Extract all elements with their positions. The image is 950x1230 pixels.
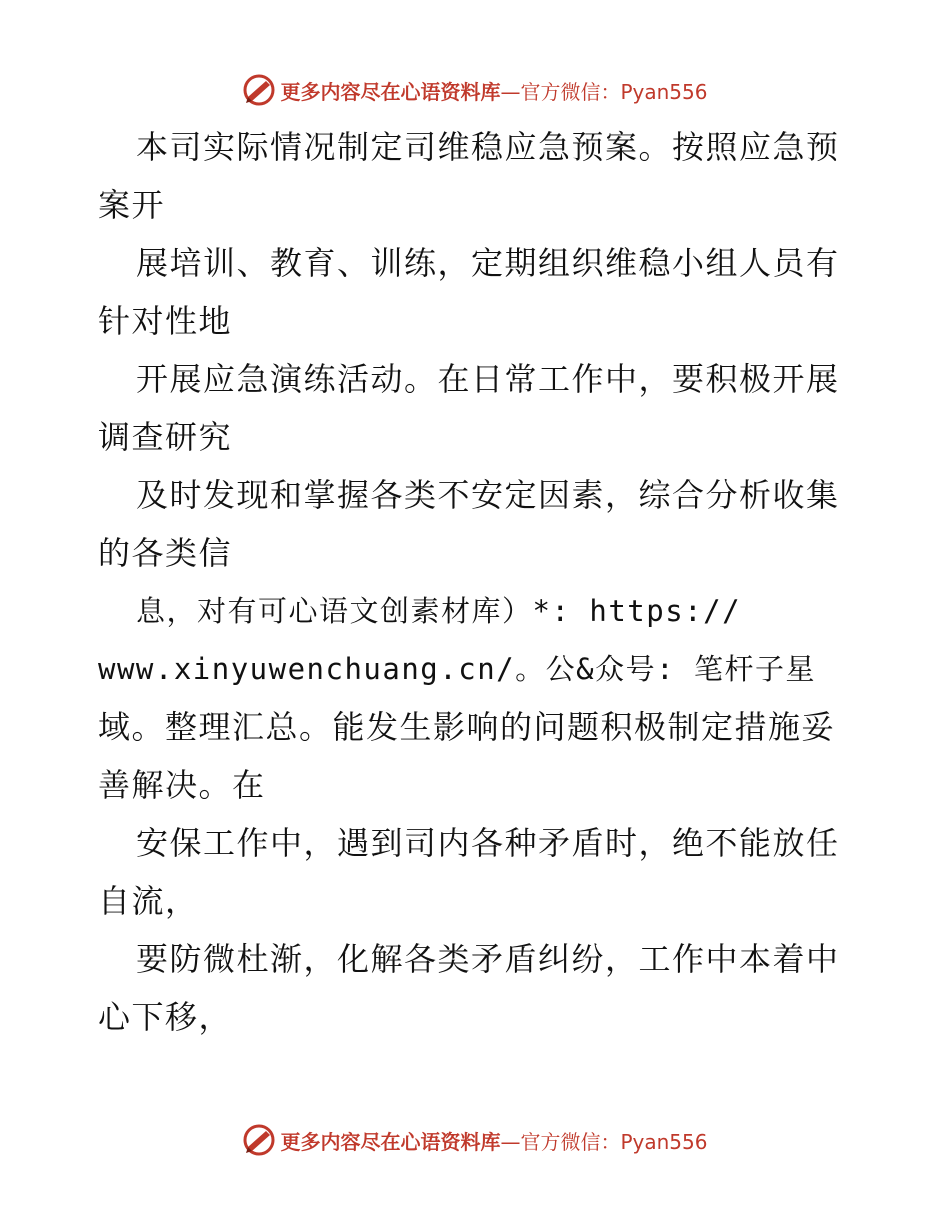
para-4-line-2: 的各类信 [98, 534, 233, 572]
para-4-line-1: 及时发现和掌握各类不安定因素，综合分析收集 [136, 476, 840, 514]
watermark-tail-text: —官方微信：Pyan556 [500, 79, 708, 104]
para-5-line-1: 息，对有可心语文创素材库）*: https:// [136, 594, 742, 628]
para-1-line-2: 案开 [98, 186, 166, 224]
para-7-line-1: 要防微杜渐，化解各类矛盾纠纷，工作中本着中 [136, 940, 840, 978]
para-1-line-1: 本司实际情况制定司维稳应急预案。按照应急预 [136, 128, 840, 166]
watermark-main-text: 更多内容尽在心语资料库 [280, 1129, 501, 1154]
pen-logo-icon [242, 1123, 276, 1157]
watermark-main-text: 更多内容尽在心语资料库 [280, 79, 501, 104]
pen-logo-icon [242, 73, 276, 107]
para-5-line-2: www.xinyuwenchuang.cn/。公&众号: 笔杆子星 [98, 652, 816, 686]
para-3-line-1: 开展应急演练活动。在日常工作中，要积极开展 [136, 360, 840, 398]
para-6-line-2: 自流， [98, 882, 199, 920]
para-5-line-3: 域。整理汇总。能发生影响的问题积极制定措施妥 [98, 708, 836, 746]
para-2-line-2: 针对性地 [98, 302, 233, 340]
footer-watermark [0, 1120, 950, 1160]
para-6-line-1: 安保工作中，遇到司内各种矛盾时，绝不能放任 [136, 824, 840, 862]
para-7-line-2: 心下移， [98, 998, 233, 1036]
para-5-line-4: 善解决。在 [98, 766, 266, 804]
header-watermark [0, 70, 950, 110]
para-3-line-2: 调查研究 [98, 418, 233, 456]
document-body [98, 118, 858, 1046]
watermark-tail-text: —官方微信：Pyan556 [500, 1129, 708, 1154]
para-2-line-1: 展培训、教育、训练，定期组织维稳小组人员有 [136, 244, 840, 282]
